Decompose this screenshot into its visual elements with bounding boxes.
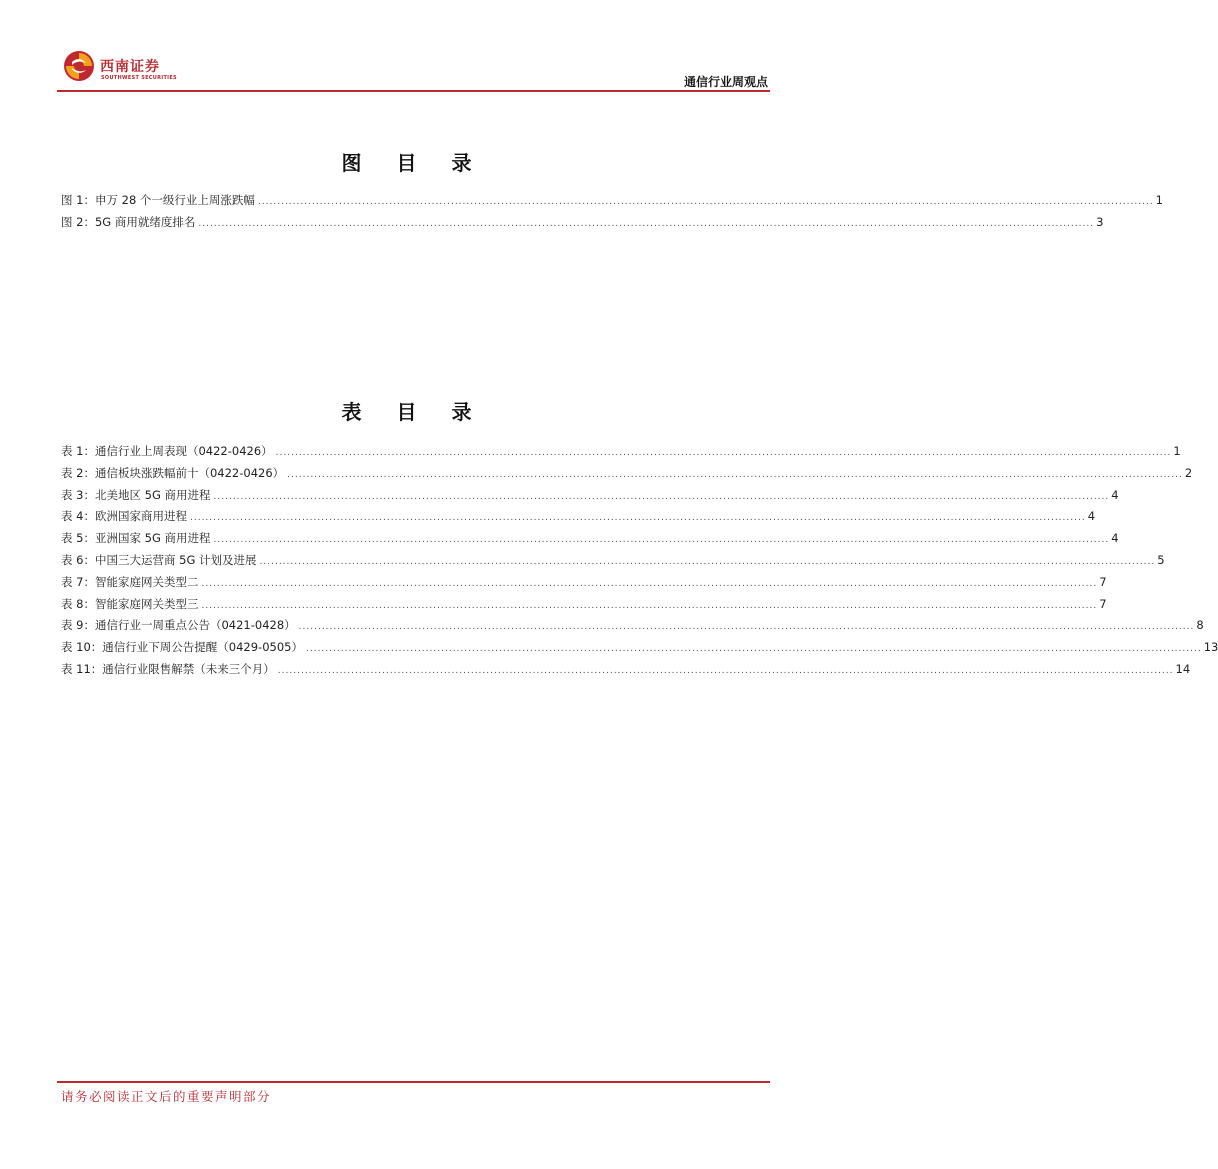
logo-chinese-name: 西南证券 <box>100 59 160 75</box>
toc-entry-page: 4 <box>1087 509 1096 524</box>
toc-entry[interactable] <box>61 528 1119 550</box>
toc-entry-page: 4 <box>1111 531 1119 546</box>
toc-entry-page: 3 <box>1096 214 1104 229</box>
toc-leader-dots: ........................................................................................................................................................................................................................................ <box>275 448 1172 458</box>
logo-english-name: SOUTHWEST SECURITIES <box>101 75 177 81</box>
toc-entry-label: 表 1：通信行业上周表现（0422-0426） <box>61 444 273 458</box>
toc-entry-page: 8 <box>1196 618 1204 633</box>
toc-entry[interactable] <box>61 572 1107 594</box>
page-header <box>57 48 770 92</box>
toc-entry-page: 7 <box>1099 574 1107 589</box>
toc-leader-dots: ........................................................................................................................................................................................................................................ <box>213 535 1110 546</box>
toc-entry-label: 表 7：智能家庭网关类型二 <box>61 574 199 589</box>
toc-leader-dots: ........................................................................................................................................................................................................................................ <box>201 600 1098 611</box>
toc-entry[interactable] <box>61 637 1218 659</box>
toc-entry[interactable] <box>61 659 1191 681</box>
toc-entry[interactable] <box>61 441 1181 463</box>
tables-toc <box>61 441 1218 681</box>
toc-entry-page: 7 <box>1099 596 1107 611</box>
toc-entry-label: 表 2：通信板块涨跌幅前十（0422-0426） <box>61 465 285 480</box>
toc-entry[interactable] <box>61 550 1165 572</box>
toc-leader-dots: ........................................................................................................................................................................................................................................ <box>201 578 1098 589</box>
toc-leader-dots: ........................................................................................................................................................................................................................................ <box>298 622 1195 633</box>
toc-entry[interactable] <box>61 463 1193 485</box>
toc-entry-page: 14 <box>1175 661 1191 676</box>
toc-entry-label: 表 10：通信行业下周公告提醒（0429-0505） <box>61 640 303 655</box>
toc-entry[interactable] <box>61 615 1204 637</box>
toc-entry-label: 表 5：亚洲国家 5G 商用进程 <box>61 531 211 546</box>
report-type-title: 通信行业周观点 <box>683 75 768 89</box>
header-divider <box>57 90 770 92</box>
toc-leader-dots: ........................................................................................................................................................................................................................................ <box>213 491 1110 502</box>
toc-entry-label: 表 6：中国三大运营商 5G 计划及进展 <box>61 552 257 567</box>
toc-entry-label: 图 1：申万 28 个一级行业上周涨跌幅 <box>61 193 255 207</box>
toc-entry-page: 4 <box>1111 487 1119 502</box>
toc-leader-dots: ........................................................................................................................................................................................................................................ <box>257 197 1154 207</box>
toc-entry[interactable] <box>61 594 1107 616</box>
toc-entry-label: 表 9：通信行业一周重点公告（0421-0428） <box>61 618 296 633</box>
toc-entry-label: 表 4：欧洲国家商用进程 <box>61 509 187 524</box>
toc-entry-label: 表 3：北美地区 5G 商用进程 <box>61 487 211 502</box>
footer-divider <box>57 1081 770 1083</box>
figures-toc-title: 图 目 录 <box>341 151 486 175</box>
tables-toc-title: 表 目 录 <box>341 400 486 424</box>
toc-leader-dots: ........................................................................................................................................................................................................................................ <box>277 665 1174 676</box>
toc-entry-page: 5 <box>1157 552 1165 567</box>
toc-leader-dots: ........................................................................................................................................................................................................................................ <box>259 556 1156 567</box>
toc-entry-label: 图 2：5G 商用就绪度排名 <box>61 214 196 229</box>
toc-entry-page: 1 <box>1155 193 1163 207</box>
toc-entry-label: 表 11：通信行业限售解禁（未来三个月） <box>61 661 275 676</box>
toc-entry[interactable] <box>61 212 1104 234</box>
toc-leader-dots: ........................................................................................................................................................................................................................................ <box>305 644 1202 655</box>
footer-disclaimer: 请务必阅读正文后的重要声明部分 <box>61 1089 272 1104</box>
toc-entry[interactable] <box>61 506 1096 528</box>
company-logo-icon <box>63 50 95 82</box>
company-logo <box>63 50 183 84</box>
toc-entry[interactable] <box>61 485 1119 507</box>
toc-leader-dots: ........................................................................................................................................................................................................................................ <box>189 513 1086 524</box>
toc-entry-label: 表 8：智能家庭网关类型三 <box>61 596 199 611</box>
toc-leader-dots: ........................................................................................................................................................................................................................................ <box>198 218 1095 229</box>
toc-entry[interactable] <box>61 190 1163 212</box>
toc-leader-dots: ........................................................................................................................................................................................................................................ <box>287 469 1183 480</box>
toc-entry-page: 2 <box>1184 465 1193 480</box>
figures-toc <box>61 190 1163 234</box>
toc-entry-page: 13 <box>1203 640 1218 655</box>
toc-entry-page: 1 <box>1173 444 1181 458</box>
